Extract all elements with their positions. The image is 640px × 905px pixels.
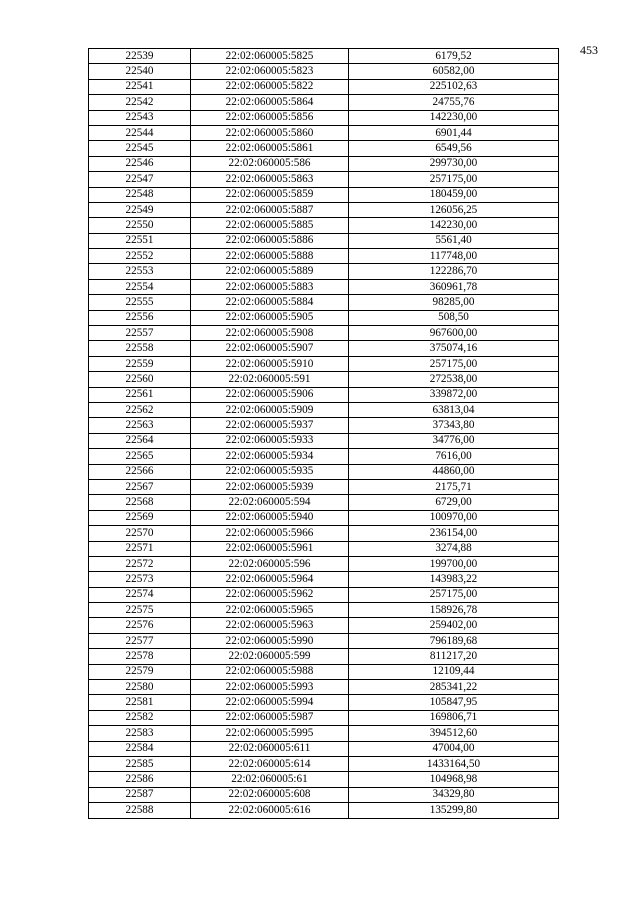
table-row — [89, 526, 559, 541]
row-number-cell: 22581 — [89, 695, 191, 710]
value-cell: 967600,00 — [349, 326, 559, 341]
value-cell: 37343,80 — [349, 418, 559, 433]
value-cell: 126056,25 — [349, 202, 559, 217]
table-row — [89, 64, 559, 79]
row-number-cell: 22548 — [89, 187, 191, 202]
value-cell: 6549,56 — [349, 141, 559, 156]
table-row — [89, 49, 559, 64]
row-number-cell: 22566 — [89, 464, 191, 479]
row-number-cell: 22586 — [89, 772, 191, 787]
table-row — [89, 279, 559, 294]
value-cell: 257175,00 — [349, 172, 559, 187]
table-row — [89, 541, 559, 556]
value-cell: 44860,00 — [349, 464, 559, 479]
table-row — [89, 556, 559, 571]
table-row — [89, 587, 559, 602]
row-number-cell: 22547 — [89, 172, 191, 187]
table-row — [89, 479, 559, 494]
row-number-cell: 22587 — [89, 787, 191, 802]
row-number-cell: 22580 — [89, 680, 191, 695]
cadastral-number-cell: 22:02:060005:5909 — [191, 402, 349, 417]
table-row — [89, 387, 559, 402]
value-cell: 143983,22 — [349, 572, 559, 587]
row-number-cell: 22554 — [89, 279, 191, 294]
row-number-cell: 22545 — [89, 141, 191, 156]
cadastral-number-cell: 22:02:060005:5885 — [191, 218, 349, 233]
cadastral-number-cell: 22:02:060005:5861 — [191, 141, 349, 156]
cadastral-number-cell: 22:02:060005:614 — [191, 756, 349, 771]
table-row — [89, 125, 559, 140]
row-number-cell: 22543 — [89, 110, 191, 125]
row-number-cell: 22544 — [89, 125, 191, 140]
cadastral-number-cell: 22:02:060005:5988 — [191, 664, 349, 679]
value-cell: 142230,00 — [349, 110, 559, 125]
cadastral-number-cell: 22:02:060005:616 — [191, 803, 349, 818]
row-number-cell: 22585 — [89, 756, 191, 771]
value-cell: 104968,98 — [349, 772, 559, 787]
value-cell: 6729,00 — [349, 495, 559, 510]
value-cell: 5561,40 — [349, 233, 559, 248]
value-cell: 375074,16 — [349, 341, 559, 356]
value-cell: 1433164,50 — [349, 756, 559, 771]
table-row — [89, 772, 559, 787]
value-cell: 98285,00 — [349, 295, 559, 310]
cadastral-number-cell: 22:02:060005:611 — [191, 741, 349, 756]
table-row — [89, 572, 559, 587]
table-row — [89, 756, 559, 771]
table-row — [89, 202, 559, 217]
page-number: 453 — [580, 43, 598, 57]
value-cell: 117748,00 — [349, 249, 559, 264]
cadastral-number-cell: 22:02:060005:5908 — [191, 326, 349, 341]
table-row — [89, 433, 559, 448]
table-row — [89, 664, 559, 679]
row-number-cell: 22570 — [89, 526, 191, 541]
cadastral-value-table — [88, 48, 559, 819]
table-row — [89, 172, 559, 187]
value-cell: 225102,63 — [349, 79, 559, 94]
table-row — [89, 418, 559, 433]
cadastral-number-cell: 22:02:060005:5884 — [191, 295, 349, 310]
table-row — [89, 710, 559, 725]
table-body — [89, 49, 559, 819]
cadastral-number-cell: 22:02:060005:5886 — [191, 233, 349, 248]
value-cell: 142230,00 — [349, 218, 559, 233]
value-cell: 135299,80 — [349, 803, 559, 818]
table-row — [89, 680, 559, 695]
table-row — [89, 510, 559, 525]
value-cell: 257175,00 — [349, 587, 559, 602]
cadastral-number-cell: 22:02:060005:5963 — [191, 618, 349, 633]
cadastral-number-cell: 22:02:060005:5939 — [191, 479, 349, 494]
row-number-cell: 22575 — [89, 603, 191, 618]
row-number-cell: 22558 — [89, 341, 191, 356]
cadastral-number-cell: 22:02:060005:5995 — [191, 726, 349, 741]
value-cell: 180459,00 — [349, 187, 559, 202]
value-cell: 34776,00 — [349, 433, 559, 448]
row-number-cell: 22563 — [89, 418, 191, 433]
row-number-cell: 22557 — [89, 326, 191, 341]
table-row — [89, 695, 559, 710]
row-number-cell: 22541 — [89, 79, 191, 94]
row-number-cell: 22564 — [89, 433, 191, 448]
table-row — [89, 449, 559, 464]
cadastral-number-cell: 22:02:060005:5864 — [191, 95, 349, 110]
cadastral-number-cell: 22:02:060005:5863 — [191, 172, 349, 187]
value-cell: 236154,00 — [349, 526, 559, 541]
row-number-cell: 22556 — [89, 310, 191, 325]
table-row — [89, 310, 559, 325]
cadastral-number-cell: 22:02:060005:5822 — [191, 79, 349, 94]
cadastral-number-cell: 22:02:060005:5937 — [191, 418, 349, 433]
row-number-cell: 22552 — [89, 249, 191, 264]
value-cell: 796189,68 — [349, 633, 559, 648]
table-row — [89, 141, 559, 156]
row-number-cell: 22551 — [89, 233, 191, 248]
value-cell: 158926,78 — [349, 603, 559, 618]
row-number-cell: 22539 — [89, 49, 191, 64]
table-row — [89, 156, 559, 171]
row-number-cell: 22574 — [89, 587, 191, 602]
cadastral-number-cell: 22:02:060005:586 — [191, 156, 349, 171]
cadastral-number-cell: 22:02:060005:5887 — [191, 202, 349, 217]
value-cell: 3274,88 — [349, 541, 559, 556]
table-row — [89, 295, 559, 310]
cadastral-number-cell: 22:02:060005:5907 — [191, 341, 349, 356]
row-number-cell: 22577 — [89, 633, 191, 648]
value-cell: 360961,78 — [349, 279, 559, 294]
row-number-cell: 22540 — [89, 64, 191, 79]
value-cell: 259402,00 — [349, 618, 559, 633]
row-number-cell: 22560 — [89, 372, 191, 387]
table-row — [89, 372, 559, 387]
row-number-cell: 22576 — [89, 618, 191, 633]
table-row — [89, 233, 559, 248]
value-cell: 508,50 — [349, 310, 559, 325]
table-row — [89, 110, 559, 125]
cadastral-number-cell: 22:02:060005:5934 — [191, 449, 349, 464]
value-cell: 7616,00 — [349, 449, 559, 464]
row-number-cell: 22555 — [89, 295, 191, 310]
cadastral-number-cell: 22:02:060005:5859 — [191, 187, 349, 202]
table-row — [89, 187, 559, 202]
row-number-cell: 22571 — [89, 541, 191, 556]
value-cell: 339872,00 — [349, 387, 559, 402]
cadastral-number-cell: 22:02:060005:5966 — [191, 526, 349, 541]
table-row — [89, 249, 559, 264]
table-row — [89, 218, 559, 233]
table-row — [89, 79, 559, 94]
cadastral-number-cell: 22:02:060005:5910 — [191, 356, 349, 371]
value-cell: 12109,44 — [349, 664, 559, 679]
value-cell: 285341,22 — [349, 680, 559, 695]
table-row — [89, 726, 559, 741]
value-cell: 34329,80 — [349, 787, 559, 802]
cadastral-number-cell: 22:02:060005:5940 — [191, 510, 349, 525]
table-row — [89, 464, 559, 479]
table-row — [89, 495, 559, 510]
row-number-cell: 22582 — [89, 710, 191, 725]
cadastral-number-cell: 22:02:060005:5964 — [191, 572, 349, 587]
row-number-cell: 22579 — [89, 664, 191, 679]
cadastral-number-cell: 22:02:060005:5825 — [191, 49, 349, 64]
table-row — [89, 326, 559, 341]
table-row — [89, 741, 559, 756]
cadastral-number-cell: 22:02:060005:5935 — [191, 464, 349, 479]
value-cell: 2175,71 — [349, 479, 559, 494]
table-row — [89, 633, 559, 648]
cadastral-number-cell: 22:02:060005:5905 — [191, 310, 349, 325]
cadastral-number-cell: 22:02:060005:5856 — [191, 110, 349, 125]
value-cell: 811217,20 — [349, 649, 559, 664]
row-number-cell: 22567 — [89, 479, 191, 494]
row-number-cell: 22583 — [89, 726, 191, 741]
cadastral-number-cell: 22:02:060005:594 — [191, 495, 349, 510]
value-cell: 122286,70 — [349, 264, 559, 279]
cadastral-number-cell: 22:02:060005:596 — [191, 556, 349, 571]
row-number-cell: 22559 — [89, 356, 191, 371]
table-row — [89, 803, 559, 818]
row-number-cell: 22588 — [89, 803, 191, 818]
row-number-cell: 22572 — [89, 556, 191, 571]
table-row — [89, 618, 559, 633]
row-number-cell: 22549 — [89, 202, 191, 217]
table-row — [89, 649, 559, 664]
row-number-cell: 22542 — [89, 95, 191, 110]
table-row — [89, 264, 559, 279]
table-row — [89, 603, 559, 618]
cadastral-number-cell: 22:02:060005:5994 — [191, 695, 349, 710]
value-cell: 60582,00 — [349, 64, 559, 79]
value-cell: 63813,04 — [349, 402, 559, 417]
row-number-cell: 22546 — [89, 156, 191, 171]
row-number-cell: 22578 — [89, 649, 191, 664]
row-number-cell: 22584 — [89, 741, 191, 756]
value-cell: 199700,00 — [349, 556, 559, 571]
cadastral-number-cell: 22:02:060005:5993 — [191, 680, 349, 695]
cadastral-number-cell: 22:02:060005:5889 — [191, 264, 349, 279]
value-cell: 299730,00 — [349, 156, 559, 171]
row-number-cell: 22568 — [89, 495, 191, 510]
cadastral-number-cell: 22:02:060005:5906 — [191, 387, 349, 402]
value-cell: 394512,60 — [349, 726, 559, 741]
cadastral-number-cell: 22:02:060005:608 — [191, 787, 349, 802]
cadastral-number-cell: 22:02:060005:5883 — [191, 279, 349, 294]
table-row — [89, 95, 559, 110]
row-number-cell: 22562 — [89, 402, 191, 417]
value-cell: 272538,00 — [349, 372, 559, 387]
row-number-cell: 22550 — [89, 218, 191, 233]
row-number-cell: 22553 — [89, 264, 191, 279]
row-number-cell: 22573 — [89, 572, 191, 587]
row-number-cell: 22565 — [89, 449, 191, 464]
cadastral-number-cell: 22:02:060005:5965 — [191, 603, 349, 618]
cadastral-number-cell: 22:02:060005:5961 — [191, 541, 349, 556]
table-row — [89, 787, 559, 802]
value-cell: 169806,71 — [349, 710, 559, 725]
value-cell: 105847,95 — [349, 695, 559, 710]
cadastral-number-cell: 22:02:060005:5933 — [191, 433, 349, 448]
cadastral-number-cell: 22:02:060005:5987 — [191, 710, 349, 725]
value-cell: 47004,00 — [349, 741, 559, 756]
cadastral-number-cell: 22:02:060005:5823 — [191, 64, 349, 79]
table-row — [89, 341, 559, 356]
value-cell: 6179,52 — [349, 49, 559, 64]
value-cell: 100970,00 — [349, 510, 559, 525]
value-cell: 6901,44 — [349, 125, 559, 140]
row-number-cell: 22569 — [89, 510, 191, 525]
cadastral-number-cell: 22:02:060005:61 — [191, 772, 349, 787]
cadastral-number-cell: 22:02:060005:5888 — [191, 249, 349, 264]
table-row — [89, 402, 559, 417]
row-number-cell: 22561 — [89, 387, 191, 402]
value-cell: 257175,00 — [349, 356, 559, 371]
cadastral-number-cell: 22:02:060005:5990 — [191, 633, 349, 648]
table-row — [89, 356, 559, 371]
cadastral-number-cell: 22:02:060005:5962 — [191, 587, 349, 602]
value-cell: 24755,76 — [349, 95, 559, 110]
cadastral-number-cell: 22:02:060005:599 — [191, 649, 349, 664]
cadastral-number-cell: 22:02:060005:5860 — [191, 125, 349, 140]
cadastral-number-cell: 22:02:060005:591 — [191, 372, 349, 387]
